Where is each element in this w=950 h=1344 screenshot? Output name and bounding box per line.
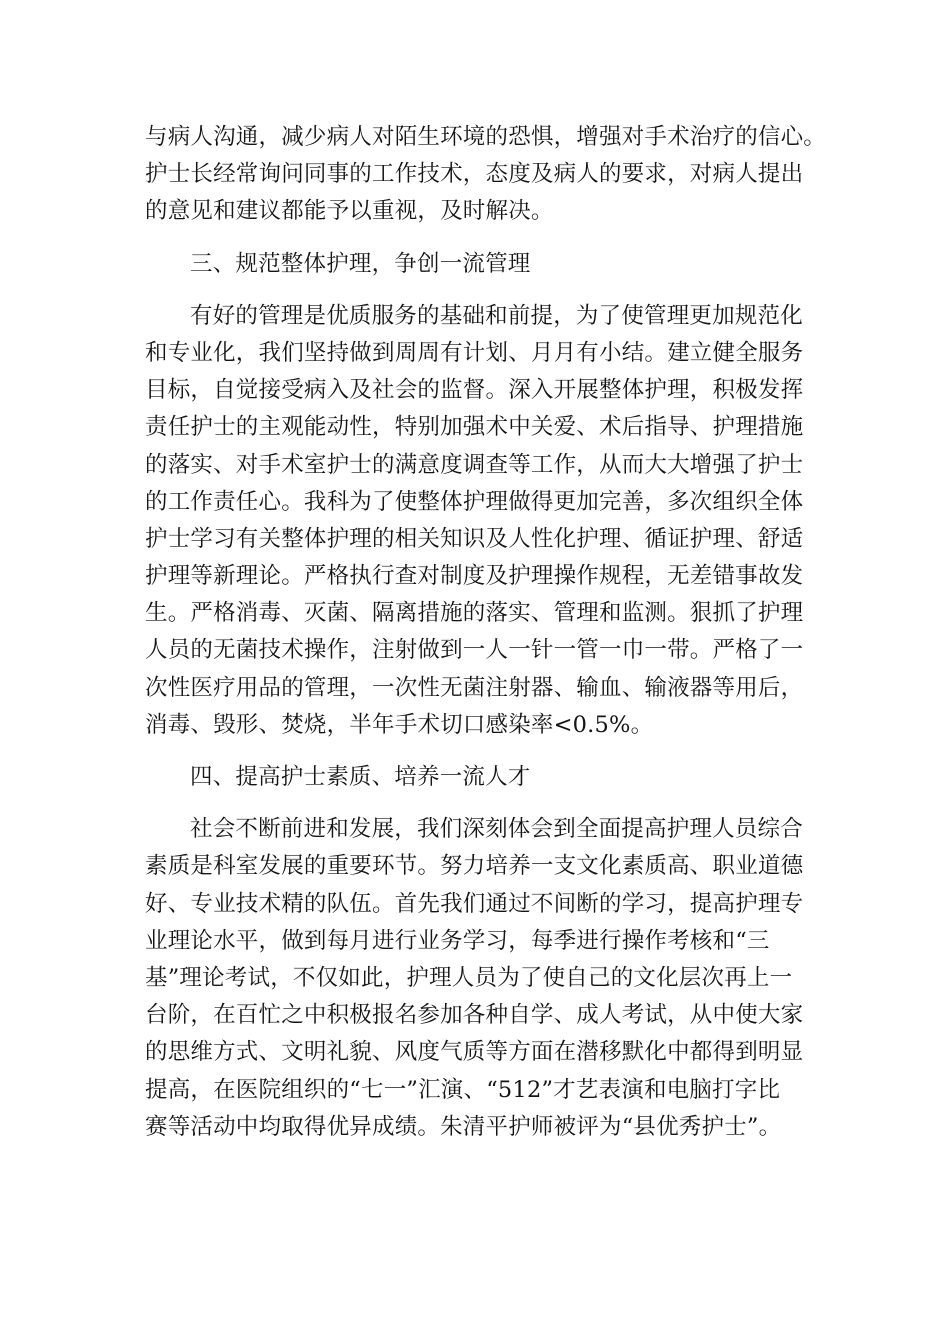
document-body [145, 119, 827, 1146]
paragraph-3 [145, 811, 815, 1146]
text-line: 基”理论考试，不仅如此，护理人员为了使自己的文化层次再上一 [145, 964, 793, 991]
text-line: 目标，自觉接受病入及社会的监督。深入开展整体护理，积极发挥 [145, 377, 804, 404]
text-line: 素质是科室发展的重要环节。努力培养一支文化素质高、职业道德 [145, 853, 804, 880]
text-line: 消毒、毁形、焚烧，半年手术切口感染率<0.5%。 [145, 711, 654, 738]
text-line: 业理论水平，做到每月进行业务学习，每季进行操作考核和“三 [145, 927, 770, 954]
text-line: 与病人沟通，减少病人对陌生环境的恐惧，增强对手术治疗的信心。 [145, 124, 827, 150]
text-line: 的思维方式、文明礼貌、风度气质等方面在潜移默化中都得到明显 [145, 1039, 804, 1066]
text-line: 好、专业技术精的队伍。首先我们通过不间断的学习，提高护理专 [145, 890, 804, 917]
text-line: 护士学习有关整体护理的相关知识及人性化护理、循证护理、舒适 [145, 525, 804, 552]
text-line: 有好的管理是优质服务的基础和前提，为了使管理更加规范化 [190, 302, 803, 329]
text-line: 和专业化，我们坚持做到周周有计划、月月有小结。建立健全服务 [145, 339, 804, 366]
text-line: 的意见和建议都能予以重视，及时解决。 [145, 198, 554, 225]
text-line: 责任护士的主观能动性，特别加强术中关爱、术后指导、护理措施 [145, 414, 804, 441]
text-line: 提高，在医院组织的“七一”汇演、“512”才艺表演和电脑打字比 [145, 1076, 781, 1103]
text-line: 的工作责任心。我科为了使整体护理做得更加完善，多次组织全体 [145, 488, 804, 515]
text-line: 赛等活动中均取得优异成绩。朱清平护师被评为“县优秀护士”。 [145, 1113, 782, 1140]
paragraph-2 [145, 298, 815, 744]
text-line: 的落实、对手术室护士的满意度调查等工作，从而大大增强了护士 [145, 451, 804, 478]
paragraph-1 [145, 119, 827, 231]
text-line: 生。严格消毒、灭菌、隔离措施的落实、管理和监测。狠抓了护理 [145, 600, 804, 627]
heading-text: 四、提高护士素质、培养一流人才 [190, 764, 531, 790]
section-heading-4 [145, 759, 815, 796]
text-line: 人员的无菌技术操作，注射做到一人一针一管一巾一带。严格了一 [145, 637, 804, 664]
text-line: 次性医疗用品的管理，一次性无菌注射器、输血、输液器等用后， [145, 674, 804, 701]
text-line: 护理等新理论。严格执行查对制度及护理操作规程，无差错事故发 [145, 563, 804, 590]
text-line: 台阶，在百忙之中积极报名参加各种自学、成人考试，从中使大家 [145, 1002, 804, 1029]
text-line: 护士长经常询问同事的工作技术，态度及病人的要求，对病人提出 [145, 161, 804, 188]
text-line: 社会不断前进和发展，我们深刻体会到全面提高护理人员综合 [190, 816, 803, 843]
heading-text: 三、规范整体护理，争创一流管理 [190, 250, 531, 277]
section-heading-3 [145, 246, 815, 283]
